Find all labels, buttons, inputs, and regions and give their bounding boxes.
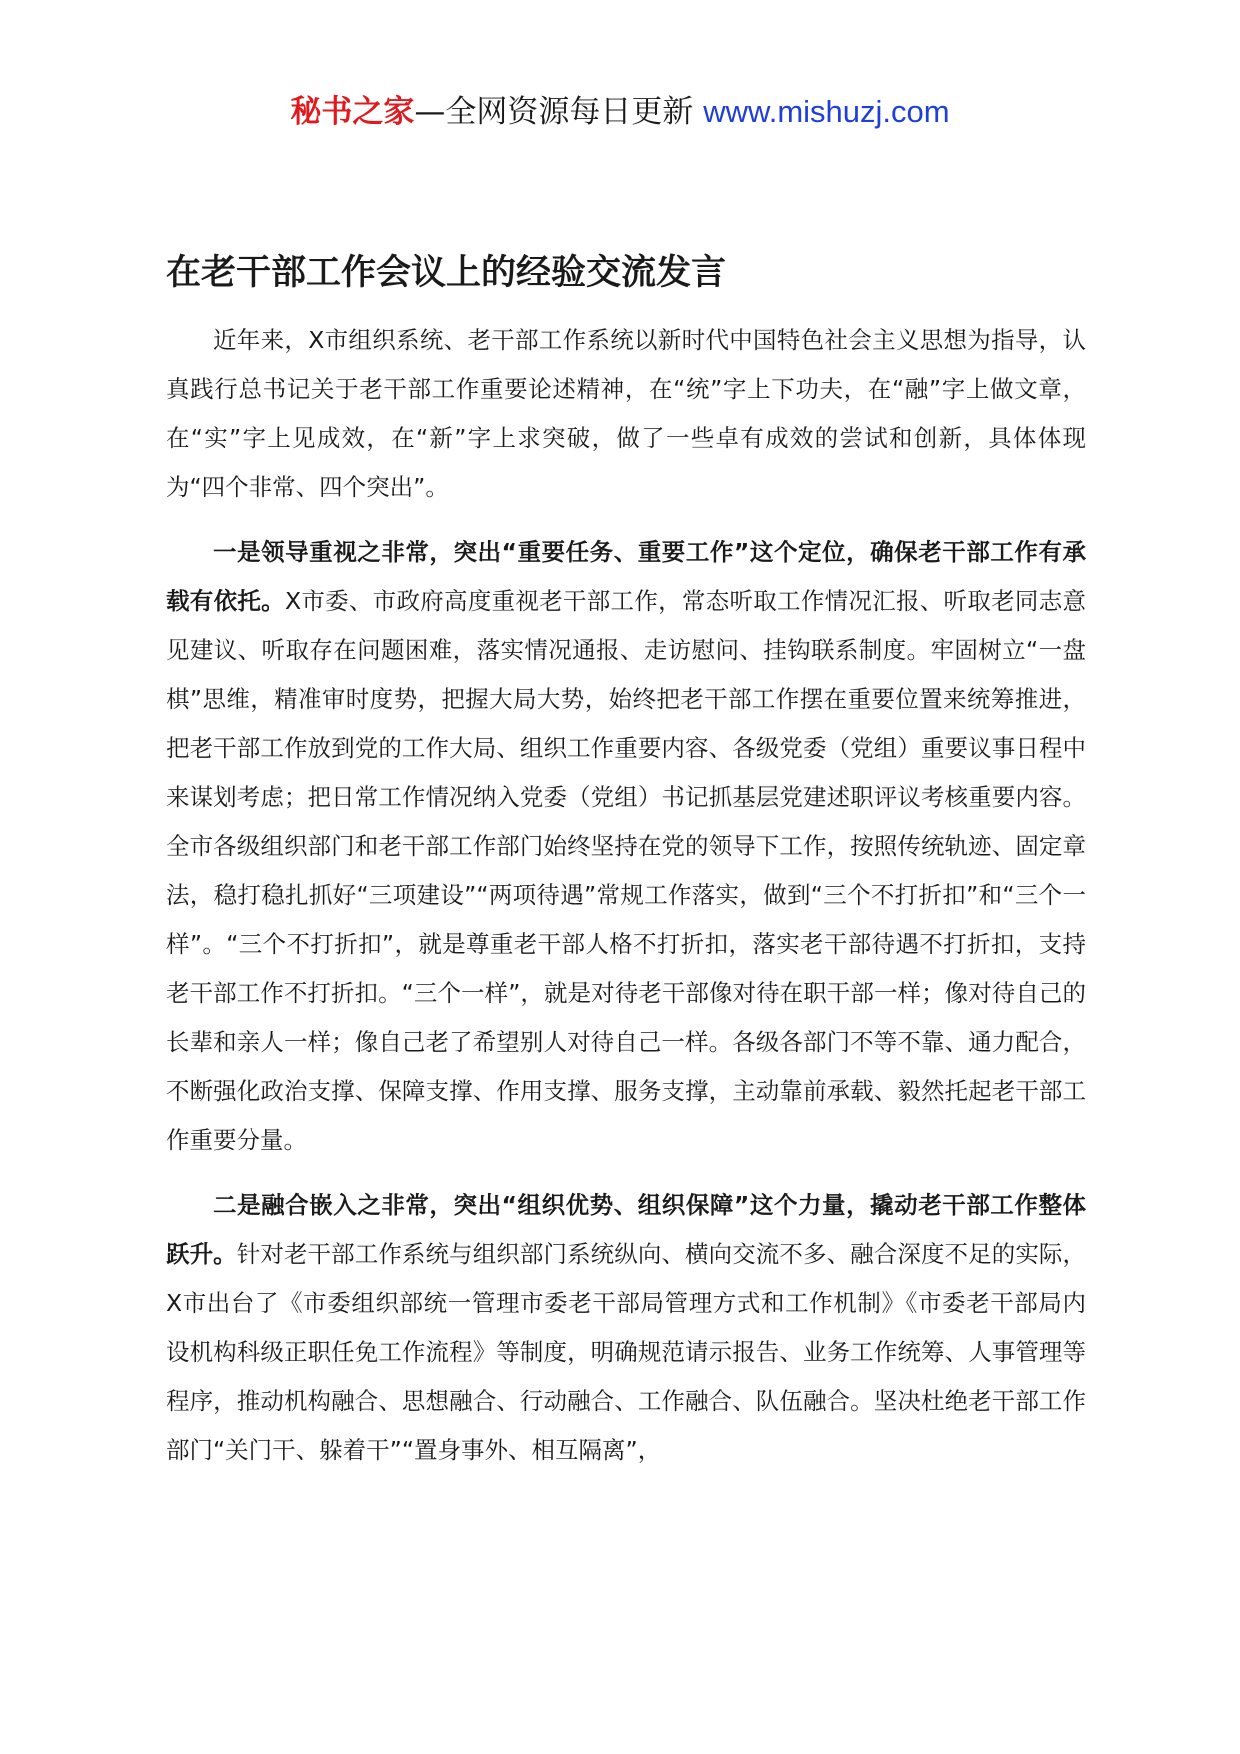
paragraph-text: 针对老干部工作系统与组织部门系统纵向、横向交流不多、融合深度不足的实际，X市出台了《市委组织部统一管理市委老干部局管理方式和工作机制》《市委老干部局内设机构科级正职任免工作流程》等制度，明确规范请示报告、业务工作统筹、人事管理等程序，推动机构融合、思想融合、行动融合、工作融合、队伍融合。坚决杜绝老干部工作部门“关门干、躲着干”“置身事外、相互隔离”， [166, 1240, 1087, 1464]
site-header [0, 92, 1240, 132]
paragraph-text: X市委、市政府高度重视老干部工作，常态听取工作情况汇报、听取老同志意见建议、听取存在问题困难，落实情况通报、走访慰问、挂钩联系制度。牢固树立“一盘棋”思维，精准审时度势，把握大局大势，始终把老干部工作摆在重要位置来统筹推进，把老干部工作放到党的工作大局、组织工作重要内容、各级党委（党组）重要议事日程中来谋划考虑；把日常工作情况纳入党委（党组）书记抓基层党建述职评议考核重要内容。全市各级组织部门和老干部工作部门始终坚持在党的领导下工作，按照传统轨迹、固定章法，稳打稳扎抓好“三项建设”“两项待遇”常规工作落实，做到“三个不打折扣”和“三个一样”。“三个不打折扣”，就是尊重老干部人格不打折扣，落实老干部待遇不打折扣，支持老干部工作不打折扣。“三个一样”，就是对待老干部像对待在职干部一样；像对待自己的长辈和亲人一样；像自己老了希望别人对待自己一样。各级各部门不等不靠、通力配合，不断强化政治支撑、保障支撑、作用支撑、服务支撑，主动靠前承载、毅然托起老干部工作重要分量。 [166, 587, 1086, 1154]
document-title: 在老干部工作会议上的经验交流发言 [166, 253, 727, 293]
paragraph-point-two [166, 1181, 1086, 1475]
document-body [166, 316, 1086, 1475]
paragraph-lead: 一是领导重视之非常，突出“重要任务、重要工作”这个定位，确保老干部工作有承载有依托。 [166, 538, 1086, 615]
paragraph-point-one [166, 528, 1086, 1165]
paragraph-lead: 二是融合嵌入之非常，突出“组织优势、组织保障”这个力量，撬动老干部工作整体跃升。 [166, 1191, 1086, 1268]
paragraph-text: 近年来，X市组织系统、老干部工作系统以新时代中国特色社会主义思想为指导，认真践行总书记关于老干部工作重要论述精神，在“统”字上下功夫，在“融”字上做文章，在“实”字上见成效，在“新”字上求突破，做了一些卓有成效的尝试和创新，具体体现为“四个非常、四个突出”。 [166, 326, 1086, 501]
site-brand: 秘书之家 [290, 94, 415, 130]
site-slogan: —全网资源每日更新 [414, 94, 704, 130]
paragraph-intro [166, 316, 1086, 512]
site-url-link[interactable]: www.mishuzj.com [703, 94, 950, 129]
